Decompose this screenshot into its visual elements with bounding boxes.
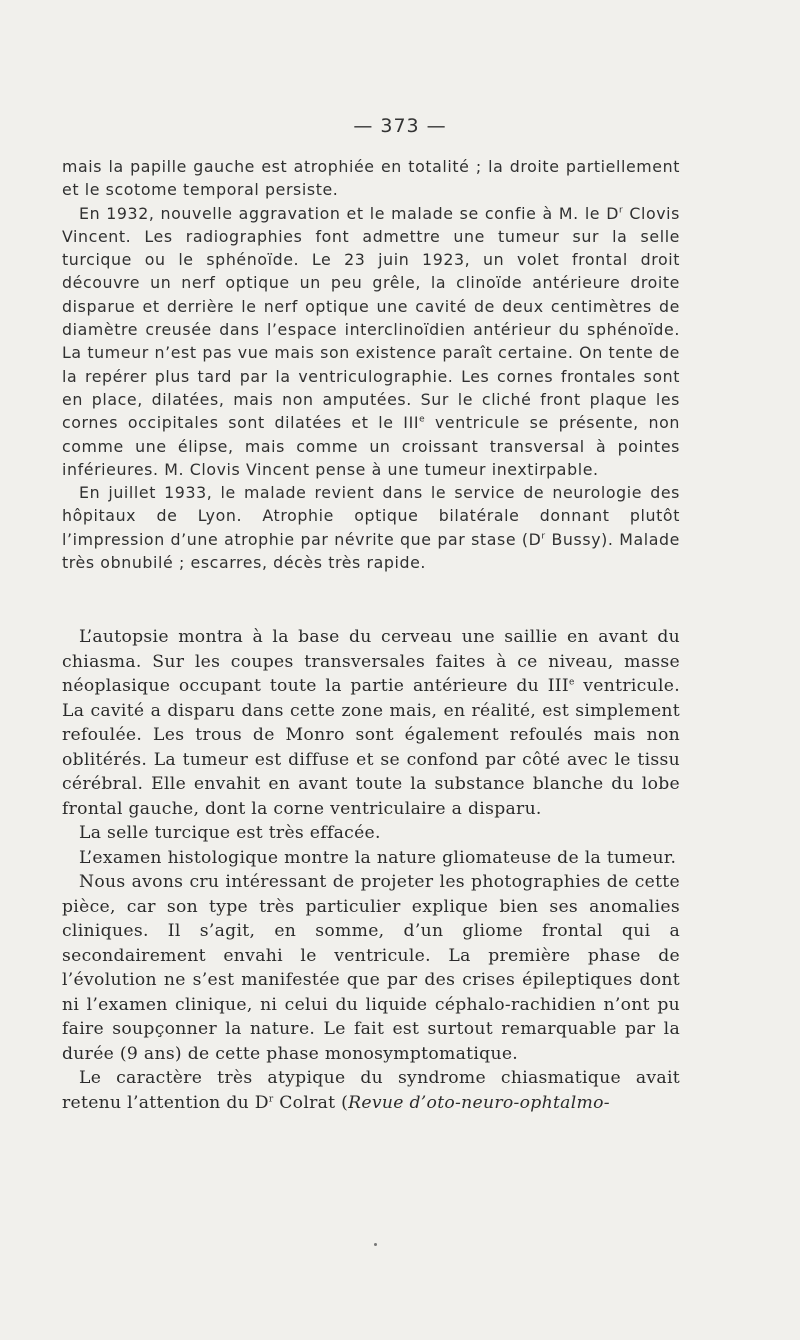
page-number: — 373 — (353, 115, 447, 137)
paragraph: Le caractère très atypique du syndrome chiasmatique avait retenu l’attention du $D^r$ Colrat (Revue d’oto-neuro-ophtalmo- (62, 1068, 680, 1113)
paragraph: mais la papille gauche est atrophiée en totalité ; la droite partiellement et le scotome temporal persiste. (62, 157, 680, 200)
paragraph: En juillet 1933, le malade revient dans le service de neurologie des hôpitaux de Lyon. Atrophie optique bilatérale donnant plutôt l’impression d’une atrophie par névrite que par stase ($D^r$ Bussy). Malade très obnubilé ; escarres, décès très rapide. (62, 483, 680, 573)
paper-speck (374, 1243, 377, 1246)
paragraph: En 1932, nouvelle aggravation et le malade se confie à M. le $D^r$ Clovis Vincent. Les radiographies font admettre une tumeur sur la selle turcique ou le sphénoïde. Le 23 juin 1923, un volet frontal droit découvre un nerf optique un peu grêle, la clinoïde antérieure droite disparue et derrière le nerf optique une cavité de deux centimètres de diamètre creusée dans l’espace interclinoïdien antérieur du sphénoïde. La tumeur n’est pas vue mais son existence paraît certaine. On tente de la repérer plus tard par la ventriculographie. Les cornes frontales sont en place, dilatées, mais non amputées. Sur le cliché front plaque les cornes occipitales sont dilatées et le IIIe ventricule se présente, non comme une élipse, mais comme un croissant transversal à pointes inférieures. M. Clovis Vincent pense à une tumeur inextirpable. (62, 203, 680, 479)
paragraph: L’autopsie montra à la base du cerveau une saillie en avant du chiasma. Sur les coupes transversales faites à ce niveau, masse néoplasique occupant toute la partie antérieure du IIIe ventricule. La cavité a disparu dans cette zone mais, en réalité, est simplement refoulée. Les trous de Monro sont également refoulés mais non oblitérés. La tumeur est diffuse et se confond par côté avec le tissu cérébral. Elle envahit en avant toute la substance blanche du lobe frontal gauche, dont la corne ventriculaire a disparu. (62, 627, 680, 819)
journal-title: Revue d’oto-neuro-ophtalmo- (348, 1092, 610, 1113)
paragraph: Nous avons cru intéressant de projeter les photographies de cette pièce, car son type très particulier explique bien ses anomalies cliniques. Il s’agit, en somme, d’un gliome frontal qui a secondairement envahi le ventricule. La première phase de l’évolution ne s’est manifestée que par des crises épileptiques dont ni l’examen clinique, ni celui du liquide céphalo-rachidien n’ont pu faire soupçonner la nature. Le fait est surtout remarquable par la durée (9 ans) de cette phase monosymptomatique. (62, 872, 680, 1064)
autopsy-discussion-section (62, 625, 680, 1115)
paragraph: La selle turcique est très effacée. (79, 823, 381, 843)
paragraph: L’examen histologique montre la nature gliomateuse de la tumeur. (79, 847, 677, 868)
case-history-section (62, 155, 680, 574)
